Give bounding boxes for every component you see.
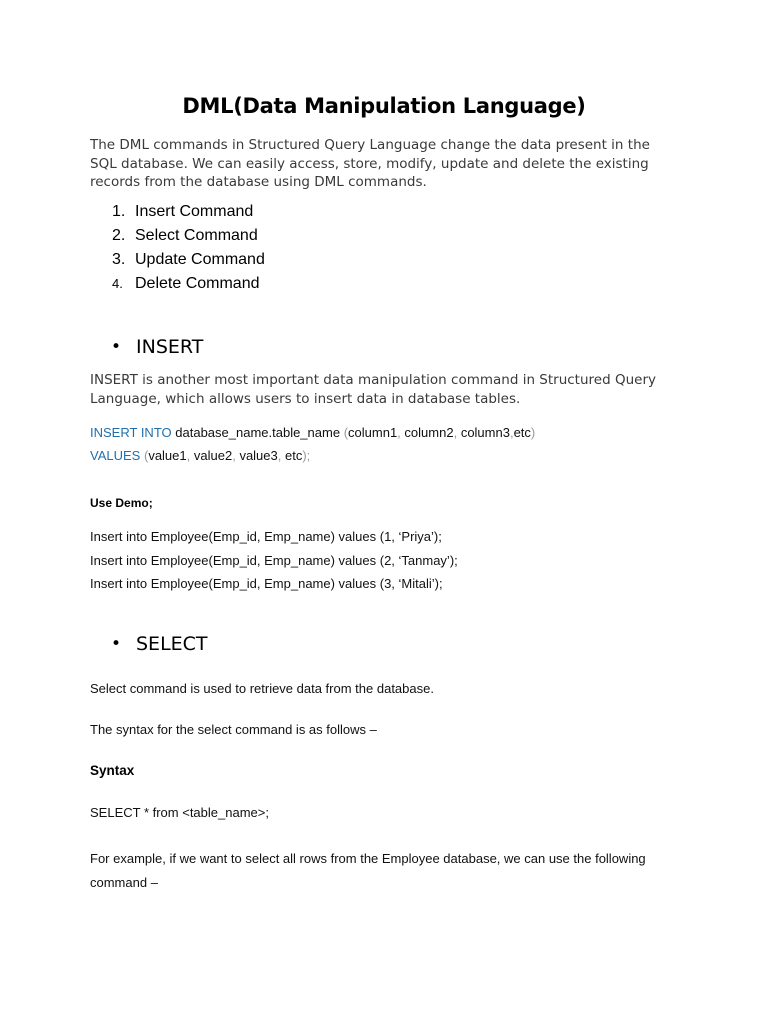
select-heading-label: SELECT bbox=[136, 633, 208, 655]
list-number: 1. bbox=[112, 203, 126, 220]
select-description: Select command is used to retrieve data from the database. bbox=[90, 681, 434, 696]
sql-keyword: INSERT INTO bbox=[90, 425, 172, 440]
sql-punctuation: , bbox=[186, 448, 191, 463]
insert-heading-label: INSERT bbox=[136, 336, 204, 358]
list-item-label: Select Command bbox=[135, 227, 258, 244]
sql-punctuation: , bbox=[509, 425, 514, 440]
insert-syntax-line-1 bbox=[90, 425, 535, 440]
sql-value: value2 bbox=[193, 448, 233, 463]
select-example: For example, if we want to select all rows from the Employee database, we can use the following command – bbox=[90, 851, 646, 890]
sql-etc: etc bbox=[285, 448, 303, 463]
select-syntax-intro: The syntax for the select command is as follows – bbox=[90, 722, 377, 737]
demo-line: Insert into Employee(Emp_id, Emp_name) values (3, ‘Mitali’); bbox=[90, 576, 443, 591]
sql-keyword: VALUES bbox=[90, 448, 141, 463]
syntax-heading: Syntax bbox=[90, 763, 135, 778]
sql-punctuation: , bbox=[277, 448, 282, 463]
insert-description: INSERT is another most important data manipulation command in Structured Query Language, which allows users to insert data in database tables. bbox=[90, 372, 656, 407]
list-number: 3. bbox=[112, 251, 126, 268]
sql-punctuation: , bbox=[232, 448, 236, 463]
demo-line: Insert into Employee(Emp_id, Emp_name) values (1, ‘Priya’); bbox=[90, 529, 442, 544]
demo-label: Use Demo; bbox=[90, 496, 153, 510]
list-number: 2. bbox=[112, 227, 126, 244]
sql-column: column2 bbox=[404, 425, 454, 440]
page-title: DML(Data Manipulation Language) bbox=[182, 94, 586, 118]
list-item-label: Update Command bbox=[135, 251, 265, 268]
sql-value: value3 bbox=[239, 448, 278, 463]
sql-column: column1 bbox=[348, 425, 398, 440]
sql-punctuation: , bbox=[453, 425, 458, 440]
sql-table-name: database_name.table_name bbox=[175, 425, 341, 440]
sql-punctuation: ( bbox=[343, 425, 349, 440]
sql-punctuation: ); bbox=[302, 448, 311, 463]
intro-paragraph: The DML commands in Structured Query Language change the data present in the SQL database. We can easily access, store, modify, update and delete the existing records from the database using DML commands. bbox=[90, 137, 650, 190]
insert-syntax-line-2 bbox=[90, 448, 310, 463]
sql-punctuation: ( bbox=[143, 448, 149, 463]
sql-punctuation: , bbox=[397, 425, 401, 440]
select-syntax: SELECT * from <table_name>; bbox=[90, 805, 269, 820]
demo-line: Insert into Employee(Emp_id, Emp_name) values (2, ‘Tanmay’); bbox=[90, 553, 458, 568]
list-number: 4. bbox=[112, 276, 123, 291]
sql-column: column3 bbox=[460, 425, 510, 440]
list-item-label: Delete Command bbox=[135, 275, 260, 292]
list-item-label: Insert Command bbox=[135, 203, 254, 220]
sql-value: value1 bbox=[148, 448, 187, 463]
sql-etc: etc bbox=[513, 425, 531, 440]
sql-punctuation: ) bbox=[530, 425, 536, 440]
bullet-icon: • bbox=[111, 634, 122, 654]
bullet-icon: • bbox=[111, 337, 122, 357]
